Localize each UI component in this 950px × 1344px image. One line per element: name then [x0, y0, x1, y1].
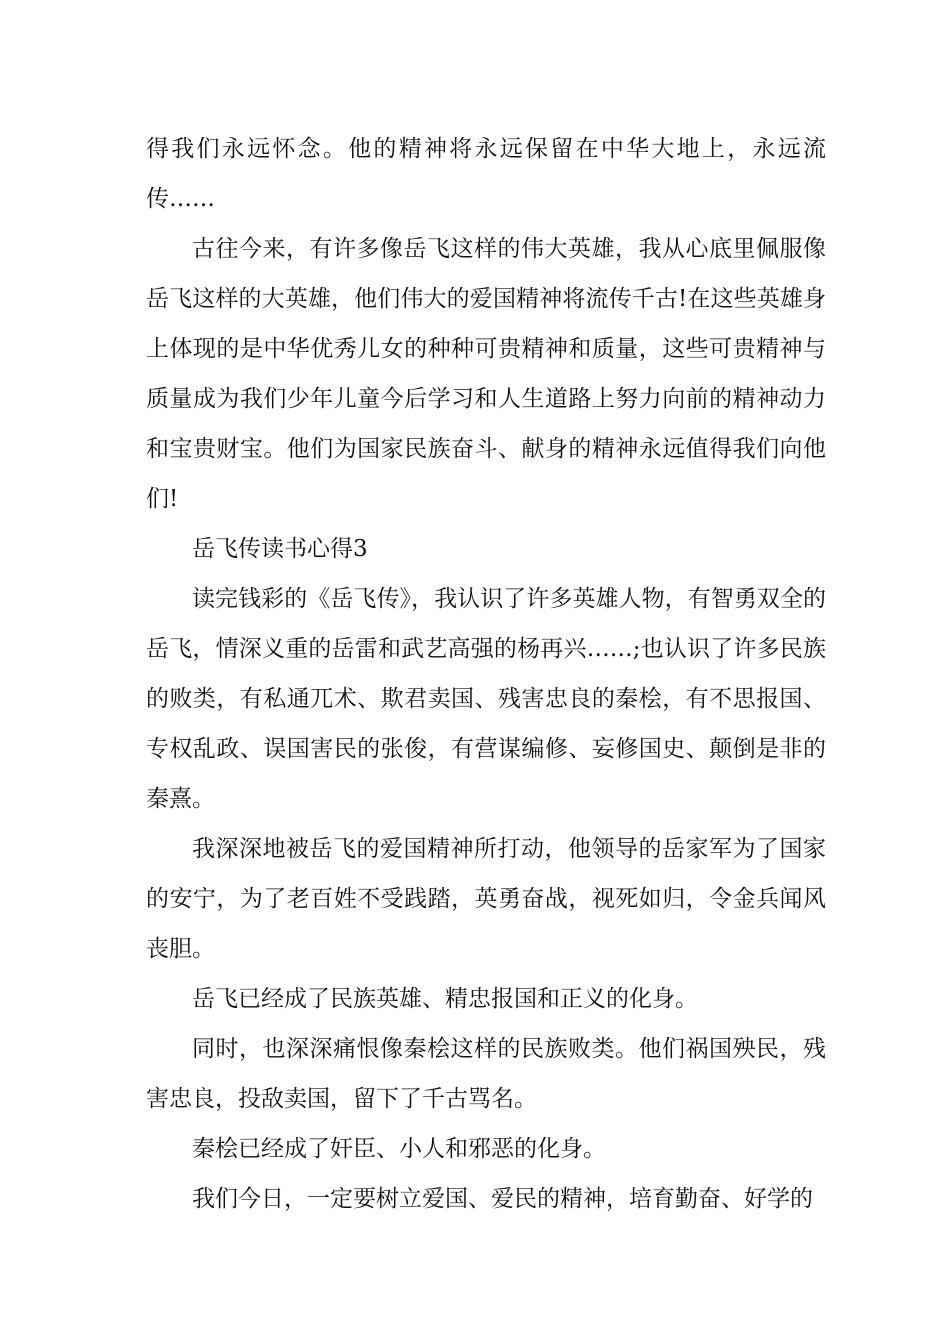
- paragraph-8: 我们今日，一定要树立爱国、爱民的精神，培育勤奋、好学的: [192, 1186, 813, 1212]
- paragraph-4: 我深深地被岳飞的爱国精神所打动，他领导的岳家军为了国家的安宁，为了老百姓不受践踏，英勇奋战，视死如归，令金兵闻风丧胆。: [146, 836, 826, 962]
- paragraph-1: 得我们永远怀念。他的精神将永远保留在中华大地上，永远流传……: [146, 136, 826, 212]
- paragraph-7: 秦桧已经成了奸臣、小人和邪恶的化身。: [192, 1136, 606, 1162]
- paragraph-6: 同时，也深深痛恨像秦桧这样的民族败类。他们祸国殃民，残害忠良，投敌卖国，留下了千古骂名。: [146, 1036, 826, 1112]
- paragraph-2: 古往今来，有许多像岳飞这样的伟大英雄，我从心底里佩服像岳飞这样的大英雄，他们伟大的爱国精神将流传千古!在这些英雄身上体现的是中华优秀儿女的种种可贵精神和质量，这些可贵精神与质量成为我们少年儿童今后学习和人生道路上努力向前的精神动力和宝贵财宝。他们为国家民族奋斗、献身的精神永远值得我们向他们!: [146, 236, 826, 512]
- section-heading: 岳飞传读书心得3: [192, 536, 368, 562]
- paragraph-5: 岳飞已经成了民族英雄、精忠报国和正义的化身。: [192, 986, 698, 1012]
- paragraph-3: 读完钱彩的《岳飞传》，我认识了许多英雄人物，有智勇双全的岳飞，情深义重的岳雷和武艺高强的杨再兴……;也认识了许多民族的败类，有私通兀术、欺君卖国、残害忠良的秦桧，有不思报国、专权乱政、误国害民的张俊，有营谋编修、妄修国史、颠倒是非的秦熹。: [146, 586, 826, 812]
- document-body: [146, 124, 826, 1224]
